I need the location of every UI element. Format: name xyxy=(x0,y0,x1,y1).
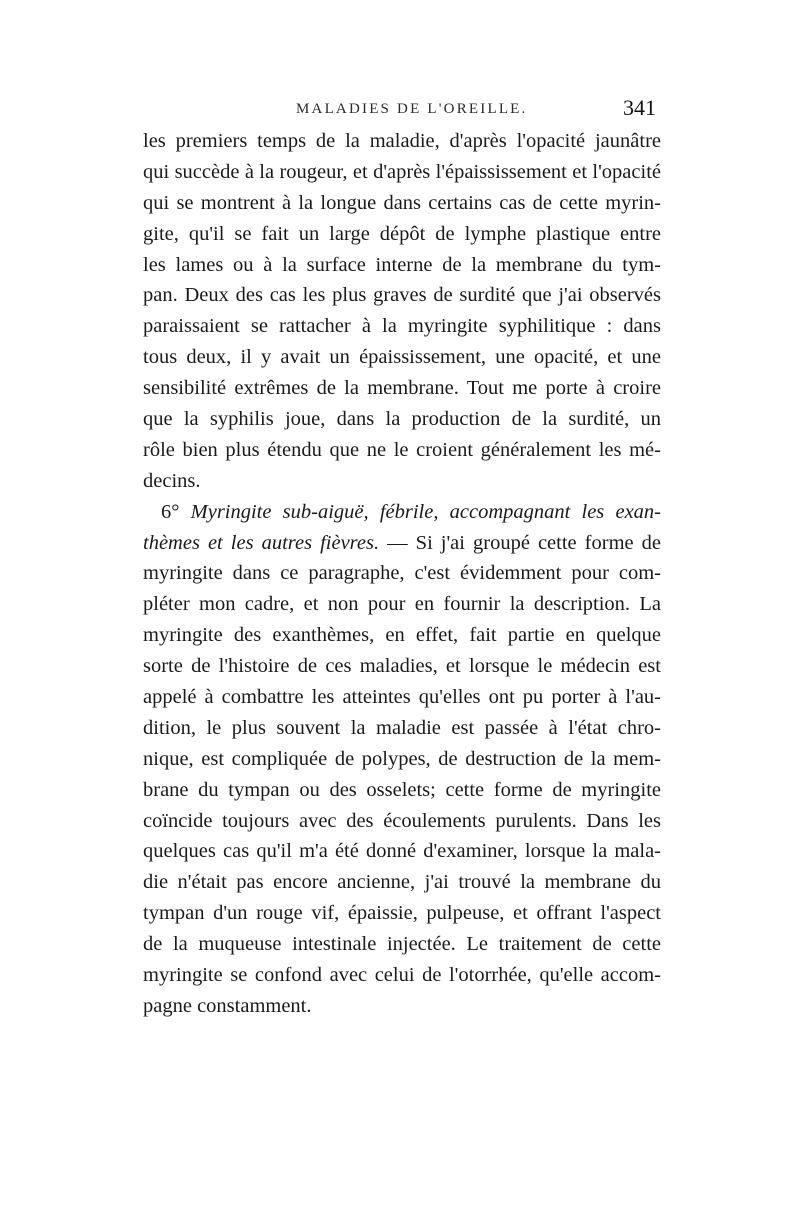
running-head xyxy=(143,95,658,125)
text-line: myringite des exanthèmes, en effet, fait partie en quelque xyxy=(143,624,661,647)
text-line: les premiers temps de la maladie, d'après l'opacité jaunâtre xyxy=(143,130,661,152)
text-line: decins. xyxy=(143,469,201,492)
text-line: appelé à combattre les atteintes qu'elles ont pu porter à l'au- xyxy=(143,686,661,709)
text-line: quelques cas qu'il m'a été donné d'examiner, lorsque la mala- xyxy=(143,840,661,863)
text-line: rôle bien plus étendu que ne le croient généralement les mé- xyxy=(143,438,661,461)
section-heading-line-2 xyxy=(143,528,661,559)
text-line: die n'était pas encore ancienne, j'ai trouvé la membrane du xyxy=(143,871,661,894)
text-line: pan. Deux des cas les plus graves de surdité que j'ai observés xyxy=(143,284,661,307)
section-heading-line xyxy=(143,497,661,528)
paragraph-1 xyxy=(143,126,661,497)
section-number: 6° xyxy=(161,500,180,523)
text-line: tous deux, il y avait un épaississement, une opacité, et une xyxy=(143,346,661,369)
text-line: de la muqueuse intestinale injectée. Le traitement de cette xyxy=(143,933,661,956)
text-line: nique, est compliquée de polypes, de destruction de la mem- xyxy=(143,747,661,770)
text-line: pléter mon cadre, et non pour en fournir la description. La xyxy=(143,593,661,616)
text-line: gite, qu'il se fait un large dépôt de lymphe plastique entre xyxy=(143,222,661,245)
page-number: 341 xyxy=(623,95,656,120)
text-line: sensibilité extrêmes de la membrane. Tout me porte à croire xyxy=(143,377,661,400)
text-line: qui se montrent à la longue dans certains cas de cette myrin- xyxy=(143,191,661,214)
text-line: tympan d'un rouge vif, épaissie, pulpeuse, et offrant l'aspect xyxy=(143,902,661,925)
text-line: que la syphilis joue, dans la production de la surdité, un xyxy=(143,408,661,431)
section-heading-continued: thèmes et les autres fièvres. xyxy=(143,531,380,554)
text-line: myringite dans ce paragraphe, c'est évidemment pour com- xyxy=(143,562,661,585)
body-text xyxy=(143,126,661,1022)
text-line: myringite se confond avec celui de l'otorrhée, qu'elle accom- xyxy=(143,964,661,987)
text-run: — Si j'ai groupé cette forme de xyxy=(379,531,661,554)
text-line: sorte de l'histoire de ces maladies, et lorsque le médecin est xyxy=(143,655,661,678)
text-line: dition, le plus souvent la maladie est passée à l'état chro- xyxy=(143,716,661,739)
section-heading: Myringite sub-aiguë, fébrile, accompagnant les exan- xyxy=(190,500,661,523)
paragraph-2 xyxy=(143,497,661,1022)
text-line: brane du tympan ou des osselets; cette forme de myringite xyxy=(143,778,661,801)
text-line: pagne constamment. xyxy=(143,994,312,1017)
text-line: coïncide toujours avec des écoulements purulents. Dans les xyxy=(143,809,661,832)
text-line: paraissaient se rattacher à la myringite syphilitique : dans xyxy=(143,315,661,338)
text-line: les lames ou à la surface interne de la membrane du tym- xyxy=(143,253,661,276)
text-line: qui succède à la rougeur, et d'après l'épaississement et l'opacité xyxy=(143,160,661,183)
running-title: MALADIES DE L'OREILLE. xyxy=(296,101,528,117)
